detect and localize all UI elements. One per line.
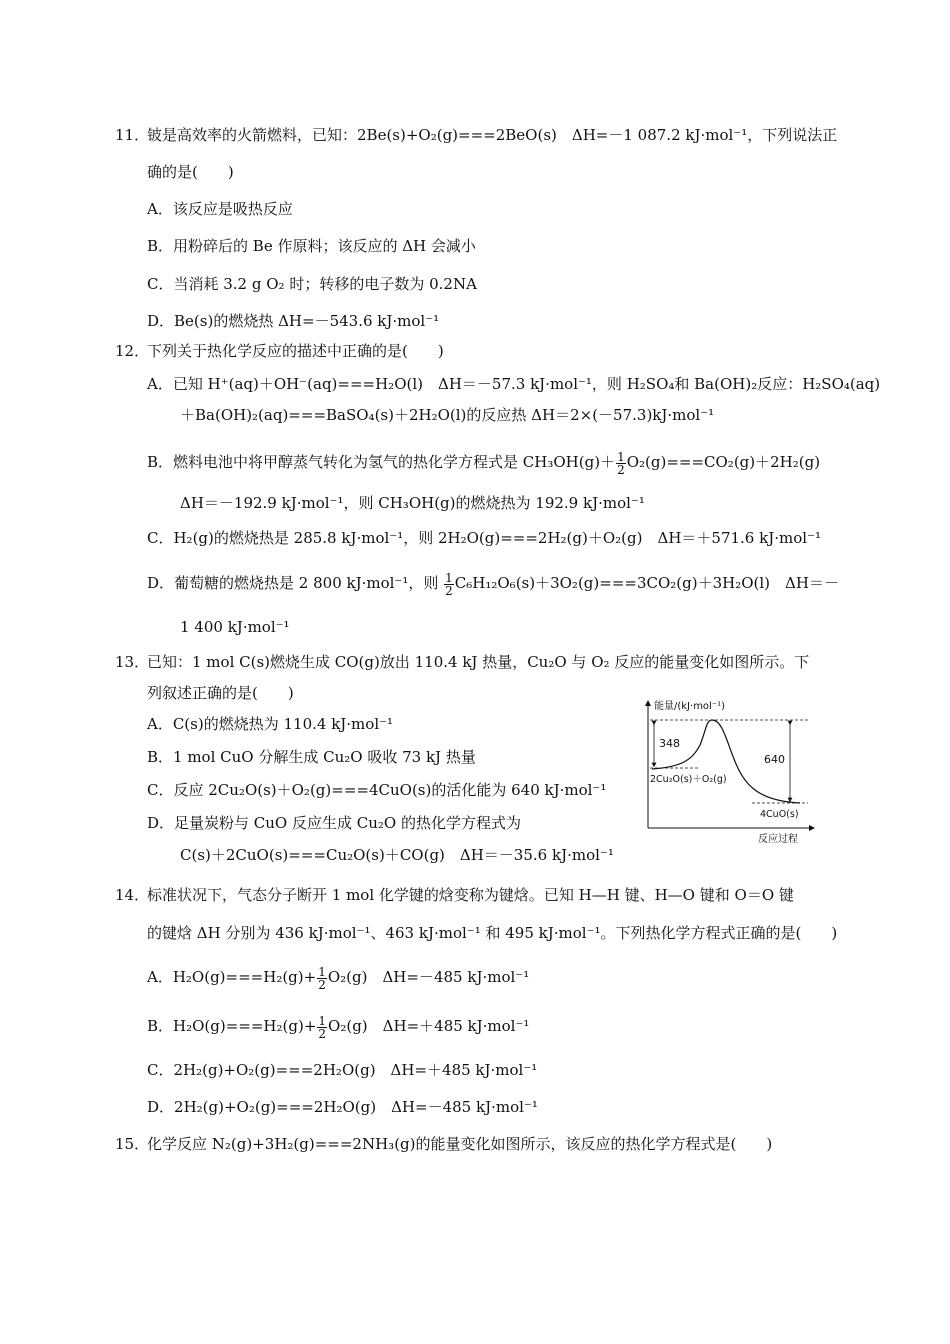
q12-number: 12． [115, 342, 150, 360]
fraction-denominator: 2 [318, 977, 326, 992]
product-label: 4CuO(s) [760, 809, 799, 820]
fraction-one-half [317, 1015, 327, 1040]
fraction-one-half [317, 966, 327, 991]
q12-option-d-suffix: C₆H₁₂O₆(s)＋3O₂(g)===3CO₂(g)＋3H₂O(l) ΔH＝－ [454, 574, 839, 592]
q11-number: 11． [115, 126, 150, 144]
energy-diagram [640, 693, 820, 845]
fraction-numerator: 1 [318, 1013, 327, 1028]
q12-option-b-suffix: O₂(g)===CO₂(g)＋2H₂(g) [626, 453, 821, 471]
q12-option-d-line2: 1 400 kJ·mol⁻¹ [180, 618, 290, 636]
q13-option-c: C．反应 2Cu₂O(s)＋O₂(g)===4CuO(s)的活化能为 640 kJ·mol⁻¹ [147, 781, 607, 799]
q15-number: 15． [115, 1135, 150, 1153]
q13-option-d: D．足量炭粉与 CuO 反应生成 Cu₂O 的热化学方程式为 [147, 814, 521, 832]
q11-option-c: C．当消耗 3.2 g O₂ 时；转移的电子数为 0.2NA [147, 275, 477, 293]
q13-stem-line1: 已知：1 mol C(s)燃烧生成 CO(g)放出 110.4 kJ 热量，Cu₂O 与 O₂ 反应的能量变化如图所示。下 [147, 653, 810, 671]
q14-option-a-prefix: A．H₂O(g)===H₂(g)+ [147, 968, 317, 986]
q14-option-d: D．2H₂(g)+O₂(g)===2H₂O(g) ΔH=－485 kJ·mol⁻¹ [147, 1098, 538, 1116]
fraction-numerator: 1 [617, 449, 625, 464]
q12-option-c: C．H₂(g)的燃烧热是 285.8 kJ·mol⁻¹，则 2H₂O(g)===2H₂(g)＋O₂(g) ΔH＝＋571.6 kJ·mol⁻¹ [147, 529, 821, 547]
fraction-denominator: 2 [318, 1026, 327, 1041]
q11-option-b: B．用粉碎后的 Be 作原料；该反应的 ΔH 会减小 [147, 237, 476, 255]
reactant-label: 2Cu₂O(s)＋O₂(g) [650, 774, 727, 785]
q12-option-b-line1 [147, 445, 820, 479]
q12-option-a-line1: A．已知 H⁺(aq)＋OH⁻(aq)===H₂O(l) ΔH＝－57.3 kJ·mol⁻¹，则 H₂SO₄和 Ba(OH)₂反应：H₂SO₄(aq) [147, 375, 881, 393]
q14-option-b-suffix: O₂(g) ΔH=＋485 kJ·mol⁻¹ [328, 1017, 530, 1035]
fraction-one-half [444, 572, 454, 597]
q14-stem-line1: 标准状况下，气态分子断开 1 mol 化学键的焓变称为键焓。已知 H—H 键、H—O 键和 O＝O 键 [147, 886, 794, 904]
q13-option-b: B．1 mol CuO 分解生成 Cu₂O 吸收 73 kJ 热量 [147, 748, 476, 766]
q11-stem-line2: 确的是( ) [147, 163, 234, 181]
y-axis-label: 能量/(kJ·mol⁻¹) [654, 701, 726, 712]
value-left: 348 [659, 737, 680, 750]
q12-option-b-line2: ΔH＝－192.9 kJ·mol⁻¹，则 CH₃OH(g)的燃烧热为 192.9 kJ·mol⁻¹ [180, 494, 645, 512]
q11-option-d: D．Be(s)的燃烧热 ΔH=－543.6 kJ·mol⁻¹ [147, 312, 440, 330]
q13-option-d-line2: C(s)＋2CuO(s)===Cu₂O(s)＋CO(g) ΔH＝－35.6 kJ·mol⁻¹ [180, 846, 614, 864]
q11-stem-line1: 铍是高效率的火箭燃料，已知：2Be(s)+O₂(g)===2BeO(s) ΔH=－1 087.2 kJ·mol⁻¹，下列说法正 [147, 126, 838, 144]
q14-option-c: C．2H₂(g)+O₂(g)===2H₂O(g) ΔH=＋485 kJ·mol⁻¹ [147, 1061, 538, 1079]
q12-stem: 下列关于热化学反应的描述中正确的是( ) [147, 342, 444, 360]
q14-stem-line2: 的键焓 ΔH 分别为 436 kJ·mol⁻¹、463 kJ·mol⁻¹ 和 495 kJ·mol⁻¹。下列热化学方程式正确的是( ) [147, 924, 838, 942]
q12-option-d-prefix: D．葡萄糖的燃烧热是 2 800 kJ·mol⁻¹，则 [147, 574, 444, 592]
fraction-denominator: 2 [617, 462, 625, 477]
q13-stem-line2: 列叙述正确的是( ) [147, 684, 294, 702]
fraction-numerator: 1 [318, 964, 326, 979]
q12-option-d-line1 [147, 565, 839, 601]
q14-option-a [147, 960, 529, 994]
q13-number: 13． [115, 653, 150, 671]
q14-number: 14． [115, 886, 150, 904]
q13-option-a: A．C(s)的燃烧热为 110.4 kJ·mol⁻¹ [147, 715, 394, 733]
value-right: 640 [764, 753, 785, 766]
fraction-one-half [616, 451, 626, 476]
q14-option-b [147, 1009, 529, 1043]
q14-option-b-prefix: B．H₂O(g)===H₂(g)+ [147, 1017, 317, 1035]
q12-option-a-line2: ＋Ba(OH)₂(aq)===BaSO₄(s)＋2H₂O(l)的反应热 ΔH＝2×(－57.3)kJ·mol⁻¹ [180, 406, 715, 424]
q12-option-b-prefix: B．燃料电池中将甲醇蒸气转化为氢气的热化学方程式是 CH₃OH(g)＋ [147, 453, 616, 471]
x-axis-label: 反应过程 [758, 834, 798, 845]
q15-stem: 化学反应 N₂(g)+3H₂(g)===2NH₃(g)的能量变化如图所示，该反应的热化学方程式是( ) [147, 1135, 773, 1153]
q11-option-a: A．该反应是吸热反应 [147, 200, 293, 218]
fraction-denominator: 2 [445, 583, 453, 598]
q14-option-a-suffix: O₂(g) ΔH=－485 kJ·mol⁻¹ [327, 968, 530, 986]
fraction-numerator: 1 [445, 570, 453, 585]
